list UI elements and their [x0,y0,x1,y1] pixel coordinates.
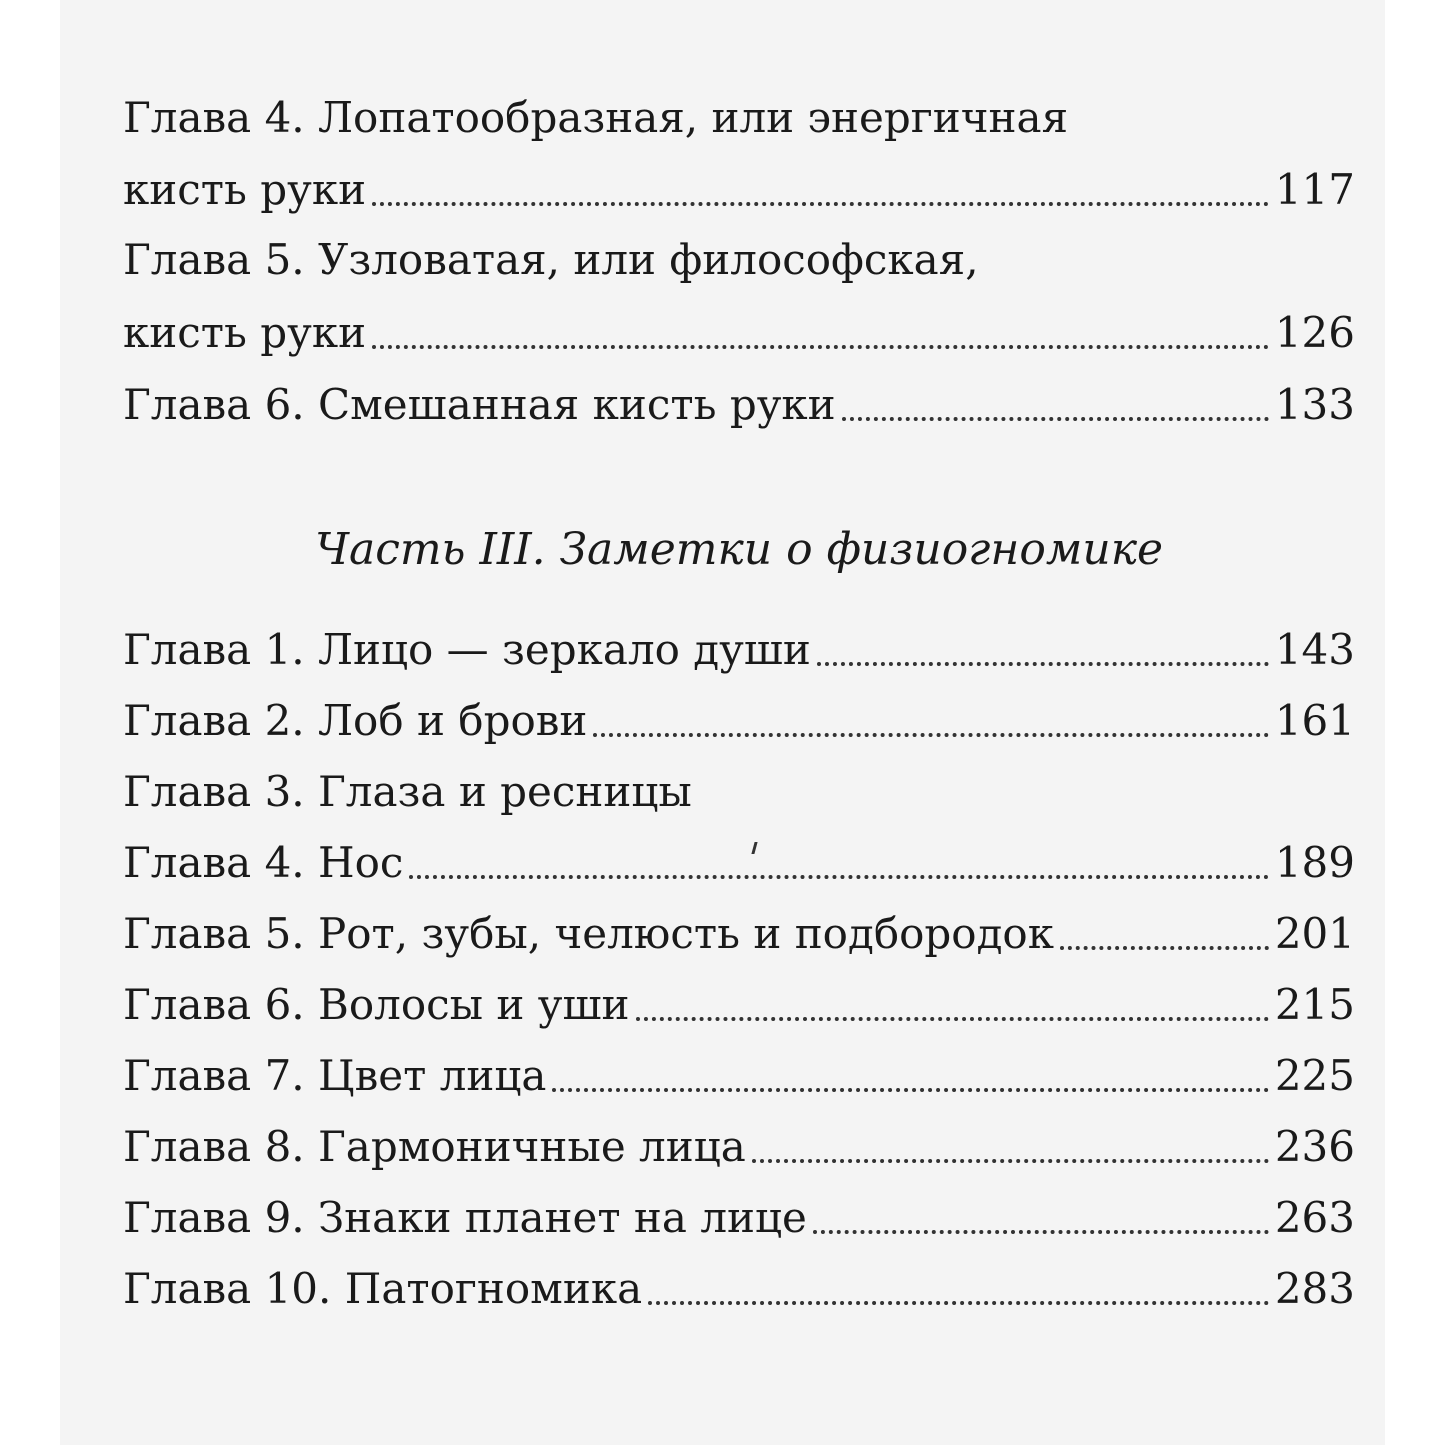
toc-entry-title: Глава 2. Лоб и брови [123,696,588,745]
toc-entry [123,762,1355,822]
toc-page-number: 215 [1274,980,1355,1029]
dot-leader [409,875,1268,879]
toc-entry-title: кисть руки [123,165,367,214]
toc-entry [123,375,1355,435]
toc-page-number: 117 [1274,165,1355,214]
toc-entry [123,1117,1355,1177]
dot-leader [636,1017,1269,1021]
dot-leader [842,417,1269,421]
toc-page-number: 283 [1274,1264,1355,1313]
toc-entry-line1 [123,88,1355,148]
dot-leader [1060,946,1269,950]
toc-page-number: 143 [1274,625,1355,674]
toc-page-number: 133 [1274,380,1355,429]
dot-leader [552,1088,1268,1092]
dot-leader [817,662,1269,666]
toc-entry [123,833,1355,893]
toc-page-number: 161 [1274,696,1355,745]
toc-entry-title: Глава 6. Волосы и уши [123,980,630,1029]
toc-entry [123,1259,1355,1319]
toc-entry-title: Глава 8. Гармоничные лица [123,1122,746,1171]
toc-entry [123,1188,1355,1248]
toc-entry [123,904,1355,964]
toc-entry-title: Глава 4. Лопатообразная, или энергичная [123,93,1069,142]
toc-entry-title: Глава 5. Рот, зубы, челюсть и подбородок [123,909,1054,958]
toc-entry-line1 [123,230,1355,290]
toc-entry-title: Глава 1. Лицо — зеркало души [123,625,811,674]
part-heading: Часть III. Заметки о физиогномике [314,524,1164,575]
toc-entry-title: Глава 6. Смешанная кисть руки [123,380,836,429]
dot-leader [372,345,1269,349]
toc-entry-title: Глава 5. Узловатая, или философская, [123,235,979,284]
toc-entry-title: Глава 7. Цвет лица [123,1051,547,1100]
toc-entry [123,160,1355,220]
dot-leader [593,733,1268,737]
toc-page-number: 201 [1274,909,1355,958]
toc-page-number: 263 [1274,1193,1355,1242]
toc-page-number: 225 [1274,1051,1355,1100]
dot-leader [372,202,1269,206]
dot-leader [752,1159,1269,1163]
toc-entry [123,691,1355,751]
toc-entry-title: Глава 9. Знаки планет на лице [123,1193,807,1242]
toc-entry-title: Глава 4. Нос [123,838,404,887]
dot-leader [813,1230,1269,1234]
toc-page-number: 236 [1274,1122,1355,1171]
toc-page-number: 189 [1274,838,1355,887]
toc-entry-title: Глава 3. Глаза и ресницы [123,767,692,816]
toc-entry [123,620,1355,680]
dot-leader [648,1301,1269,1305]
toc-entry [123,303,1355,363]
toc-entry [123,1046,1355,1106]
toc-entry [123,975,1355,1035]
toc-entry-title: Глава 10. Патогномика [123,1264,643,1313]
toc-entry-title: кисть руки [123,308,367,357]
toc-page-number: 126 [1274,308,1355,357]
